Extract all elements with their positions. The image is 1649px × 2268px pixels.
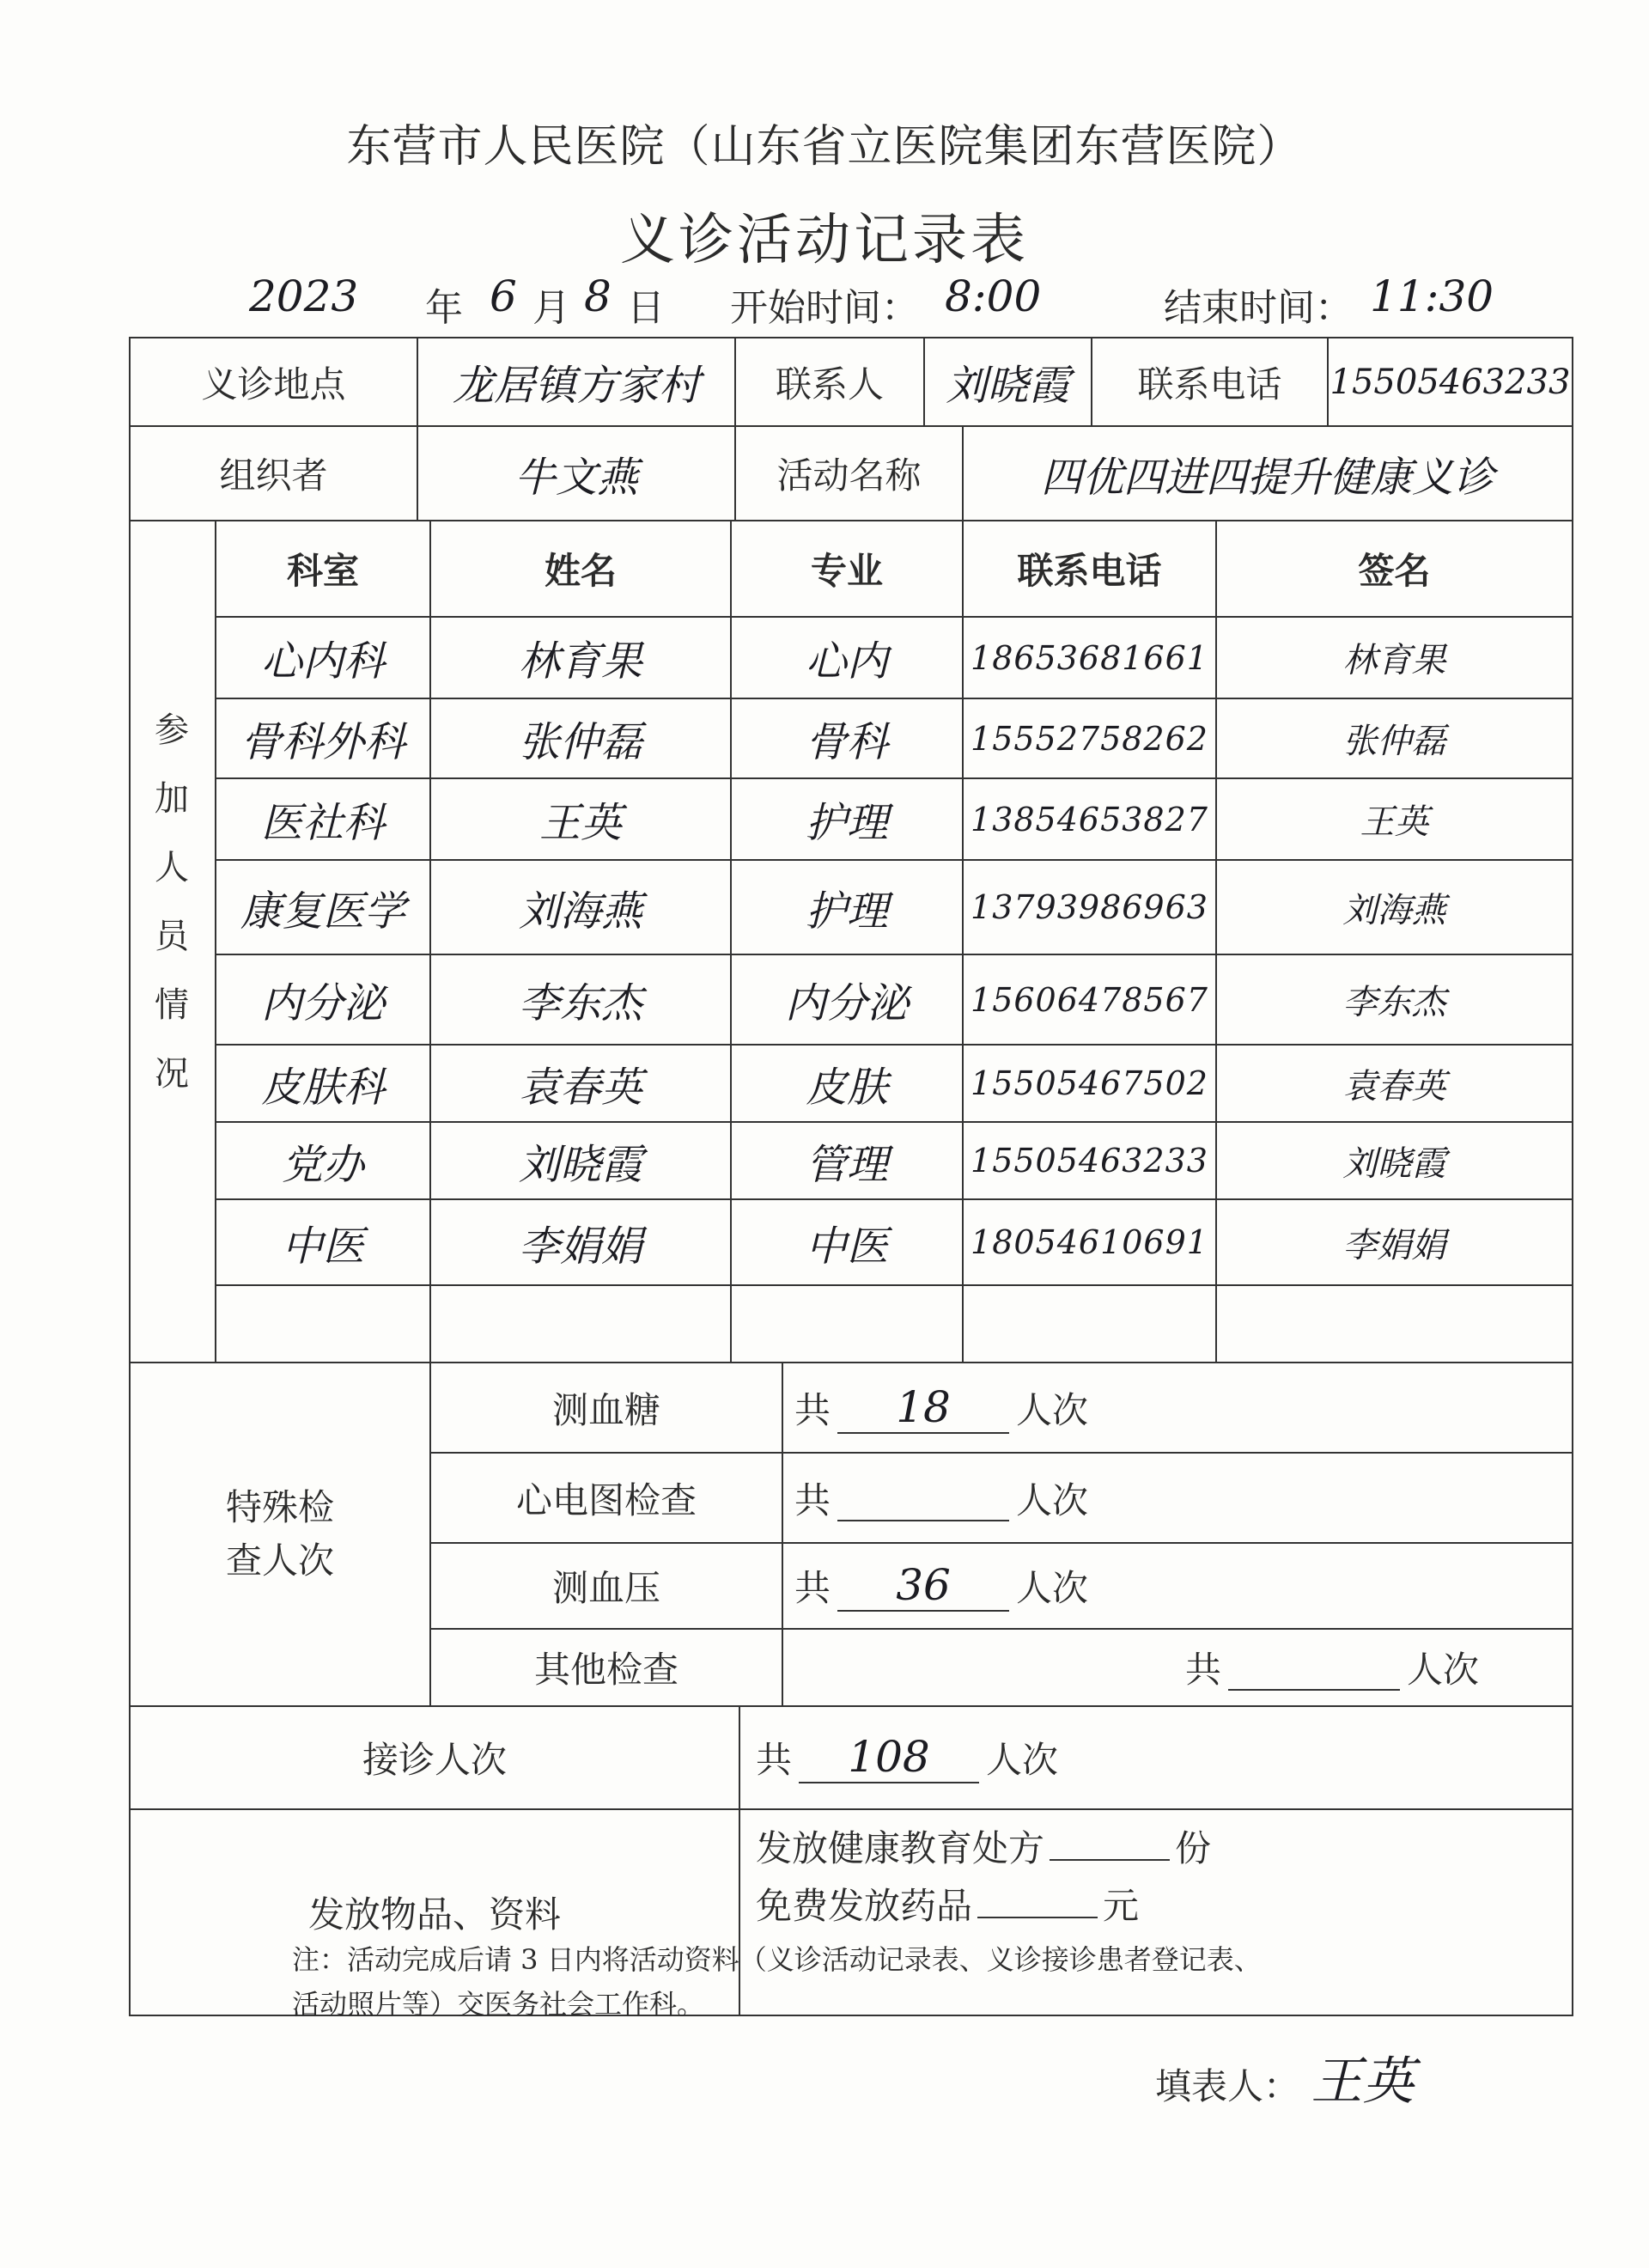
row-signature[interactable]: 张仲磊 xyxy=(1342,722,1446,761)
special-label-line1: 特殊检 xyxy=(225,1486,334,1528)
check-name-blood-pressure: 测血压 xyxy=(551,1567,660,1609)
distribution-details xyxy=(756,1820,1563,1935)
special-label-line2: 查人次 xyxy=(225,1539,334,1582)
free-medicine-label: 免费发放药品 xyxy=(756,1885,973,1927)
count-blank[interactable] xyxy=(837,1560,1009,1612)
row-signature[interactable]: 刘海燕 xyxy=(1342,890,1446,930)
contact-value[interactable]: 刘晓霞 xyxy=(946,362,1070,410)
form-title: 义诊活动记录表 xyxy=(620,209,1029,272)
row-dept[interactable]: 康复医学 xyxy=(240,887,405,936)
visits-count xyxy=(756,1707,1567,1808)
count-value: 108 xyxy=(848,1732,930,1782)
check-name-other: 其他检查 xyxy=(533,1649,678,1691)
gong-label: 共 xyxy=(794,1388,831,1431)
row-specialty[interactable]: 心内 xyxy=(805,637,888,686)
location-value[interactable]: 龙居镇方家村 xyxy=(452,362,700,410)
month-value[interactable]: 6 xyxy=(490,271,517,321)
phone-label: 联系电话 xyxy=(1137,363,1282,405)
row-signature[interactable]: 王英 xyxy=(1360,802,1429,842)
row-dept[interactable]: 医社科 xyxy=(260,799,385,847)
day-value[interactable]: 8 xyxy=(584,271,612,321)
row-phone[interactable]: 13793986963 xyxy=(971,888,1208,926)
start-time-label: 开始时间： xyxy=(730,286,919,330)
location-label: 义诊地点 xyxy=(201,363,346,405)
note-line2: 活动照片等）交医务社会工作科。 xyxy=(292,1988,705,2021)
row-dept[interactable]: 党办 xyxy=(281,1140,364,1189)
row-phone[interactable]: 18653681661 xyxy=(971,638,1208,677)
side-char: 情 xyxy=(155,985,189,1025)
row-signature[interactable]: 袁春英 xyxy=(1342,1066,1446,1107)
header-name: 姓名 xyxy=(544,550,617,592)
row-specialty[interactable]: 护理 xyxy=(805,887,888,936)
unit-label: 人次 xyxy=(986,1739,1059,1781)
row-specialty[interactable]: 内分泌 xyxy=(784,979,909,1027)
activity-value[interactable]: 四优四进四提升健康义诊 xyxy=(1040,453,1494,502)
row-dept[interactable]: 骨科外科 xyxy=(240,718,405,766)
row-signature[interactable]: 林育果 xyxy=(1342,641,1446,680)
free-medicine-unit: 元 xyxy=(1103,1885,1140,1927)
unit-label: 人次 xyxy=(1407,1649,1480,1691)
count-value: 36 xyxy=(896,1560,951,1610)
row-name[interactable]: 袁春英 xyxy=(518,1063,642,1112)
distribution-label: 发放物品、资料 xyxy=(307,1893,561,1936)
gong-label: 共 xyxy=(794,1478,831,1521)
row-name[interactable]: 王英 xyxy=(539,799,622,847)
row-signature[interactable]: 李东杰 xyxy=(1342,983,1446,1022)
row-phone[interactable]: 15505463233 xyxy=(971,1142,1208,1180)
month-label: 月 xyxy=(532,286,570,330)
row-name[interactable]: 刘海燕 xyxy=(518,887,642,936)
row-name[interactable]: 张仲磊 xyxy=(518,718,642,766)
health-rx-unit: 份 xyxy=(1175,1827,1212,1869)
phone-value[interactable]: 15505463233 xyxy=(1330,362,1571,402)
health-rx-blank[interactable] xyxy=(1050,1820,1170,1861)
special-checks-label xyxy=(131,1363,429,1705)
row-phone[interactable]: 15505467502 xyxy=(971,1064,1208,1102)
hospital-name: 东营市人民医院（山东省立医院集团东营医院） xyxy=(346,121,1303,173)
header-specialty: 专业 xyxy=(810,550,883,592)
count-blank[interactable] xyxy=(799,1732,979,1783)
row-specialty[interactable]: 管理 xyxy=(805,1140,888,1189)
footer-note xyxy=(292,1937,1555,2027)
free-medicine-blank[interactable] xyxy=(977,1877,1098,1918)
row-name[interactable]: 李娟娟 xyxy=(518,1222,642,1271)
unit-label: 人次 xyxy=(1016,1567,1089,1609)
note-line1: 注：活动完成后请 3 日内将活动资料（义诊活动记录表、义诊接诊患者登记表、 xyxy=(292,1943,1262,1976)
count-blank[interactable] xyxy=(837,1475,1009,1521)
row-signature[interactable]: 李娟娟 xyxy=(1342,1225,1446,1265)
filler-label: 填表人： xyxy=(1155,2065,1300,2107)
contact-label: 联系人 xyxy=(775,363,884,405)
check-count-other xyxy=(1185,1630,1567,1705)
filler-signature[interactable]: 王英 xyxy=(1311,2052,1415,2112)
gong-label: 共 xyxy=(756,1739,793,1781)
end-time-value[interactable]: 11:30 xyxy=(1370,271,1494,321)
start-time-value[interactable]: 8:00 xyxy=(945,271,1042,321)
organizer-value[interactable]: 牛文燕 xyxy=(514,453,638,502)
row-dept[interactable]: 心内科 xyxy=(260,637,385,686)
row-name[interactable]: 刘晓霞 xyxy=(518,1140,642,1189)
row-dept[interactable]: 内分泌 xyxy=(260,979,385,1027)
unit-label: 人次 xyxy=(1016,1478,1089,1521)
header-dept: 科室 xyxy=(286,550,359,592)
row-signature[interactable]: 刘晓霞 xyxy=(1342,1143,1446,1184)
header-phone: 联系电话 xyxy=(1017,550,1162,592)
row-phone[interactable]: 13854653827 xyxy=(971,800,1208,838)
count-blank[interactable] xyxy=(837,1382,1009,1434)
form-filler xyxy=(1155,2040,1414,2114)
visits-label: 接诊人次 xyxy=(362,1739,507,1781)
row-dept[interactable]: 皮肤科 xyxy=(260,1063,385,1112)
side-char: 人 xyxy=(155,848,189,887)
row-specialty[interactable]: 护理 xyxy=(805,799,888,847)
health-rx-label: 发放健康教育处方 xyxy=(756,1827,1045,1869)
side-char: 员 xyxy=(155,917,189,956)
row-specialty[interactable]: 皮肤 xyxy=(805,1063,888,1112)
header-signature: 签名 xyxy=(1358,550,1431,592)
activity-label: 活动名称 xyxy=(776,454,922,497)
check-count-blood-sugar xyxy=(794,1363,1567,1452)
year-label: 年 xyxy=(425,286,463,330)
row-phone[interactable]: 15606478567 xyxy=(971,980,1208,1019)
organizer-label: 组织者 xyxy=(219,454,328,497)
side-char: 参 xyxy=(155,710,189,750)
side-char: 况 xyxy=(155,1054,189,1094)
year-value[interactable]: 2023 xyxy=(249,271,359,321)
check-count-blood-pressure xyxy=(794,1544,1567,1628)
side-char: 加 xyxy=(155,779,189,819)
row-phone[interactable]: 18054610691 xyxy=(971,1223,1208,1261)
check-name-blood-sugar: 测血糖 xyxy=(551,1388,660,1431)
gong-label: 共 xyxy=(794,1567,831,1609)
count-blank[interactable] xyxy=(1228,1644,1400,1691)
participants-side-label xyxy=(129,696,215,1108)
count-value: 18 xyxy=(896,1381,951,1432)
row-specialty[interactable]: 骨科 xyxy=(805,718,888,766)
row-specialty[interactable]: 中医 xyxy=(805,1222,888,1271)
unit-label: 人次 xyxy=(1016,1388,1089,1431)
check-name-ecg: 心电图检查 xyxy=(515,1478,697,1521)
row-name[interactable]: 李东杰 xyxy=(518,979,642,1027)
day-label: 日 xyxy=(627,286,665,330)
gong-label: 共 xyxy=(1185,1649,1222,1691)
check-count-ecg xyxy=(794,1454,1567,1542)
row-phone[interactable]: 15552758262 xyxy=(971,719,1208,758)
row-dept[interactable]: 中医 xyxy=(281,1222,364,1271)
row-name[interactable]: 林育果 xyxy=(518,637,642,686)
end-time-label: 结束时间： xyxy=(1164,286,1353,330)
